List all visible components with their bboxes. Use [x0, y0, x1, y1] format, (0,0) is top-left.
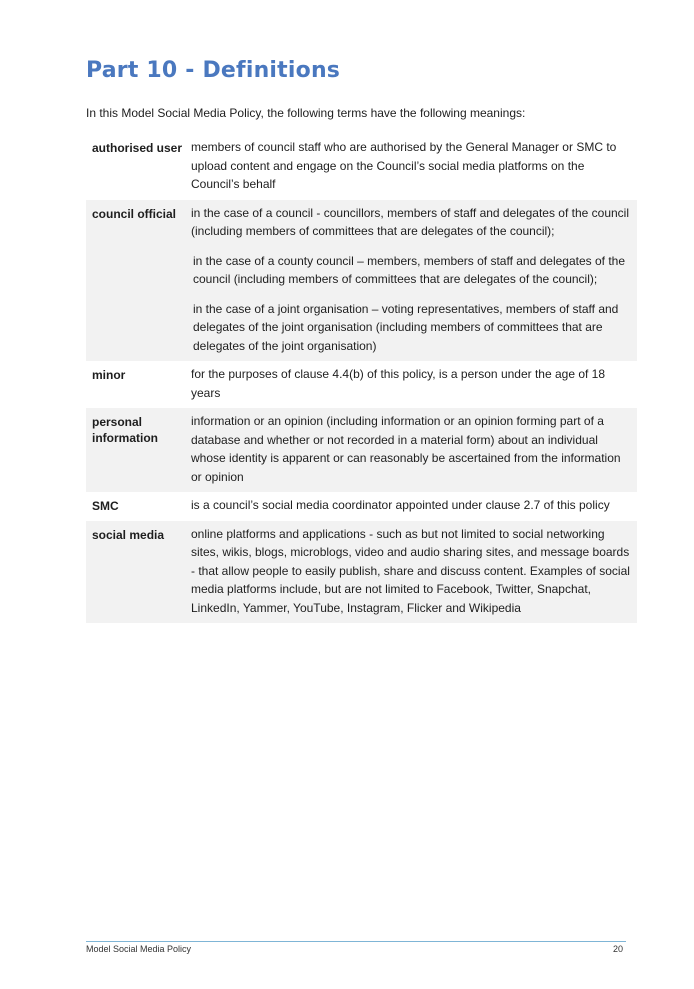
- definition-paragraph: in the case of a joint organisation – voting representatives, members of staff and delegates of the joint organisation (including members of committees that are delegates of the joint organisation): [193, 301, 619, 353]
- definition-term: social media: [86, 521, 186, 624]
- definition-row: [86, 200, 637, 362]
- definition-paragraph: online platforms and applications - such as but not limited to social networking sites, wikis, blogs, microblogs, video and audio sharing sites, and message boards - that allow people to easily publish, share and discuss content. Examples of social media platforms include, but are not limited to Facebook, Twitter, Snapchat, LinkedIn, Yammer, YouTube, Instagram, Flicker and Wikipedia: [191, 526, 630, 615]
- intro-text: In this Model Social Media Policy, the following terms have the following meanings:: [86, 106, 526, 120]
- definition-paragraph: information or an opinion (including information or an opinion forming part of a database and whether or not recorded in a material form) about an individual whose identity is apparent or can reasonably be ascertained from the information or opinion: [191, 414, 621, 484]
- definition-meaning: [186, 492, 637, 521]
- definition-row: [86, 521, 637, 624]
- definition-paragraph: in the case of a council - councillors, members of staff and delegates of the council (including members of committees that are delegates of the council);: [191, 205, 630, 238]
- definition-term: personal information: [86, 408, 186, 492]
- definition-term: council official: [86, 200, 186, 362]
- definition-paragraph: members of council staff who are authorised by the General Manager or SMC to upload content and engage on the Council’s social media platforms on the Council’s behalf: [191, 140, 617, 191]
- page-title: Part 10 - Definitions: [86, 58, 341, 83]
- definition-paragraph: is a council’s social media coordinator appointed under clause 2.7 of this policy: [191, 498, 610, 512]
- definition-term: minor: [92, 368, 126, 382]
- definition-meaning: [186, 200, 637, 362]
- definition-meaning: [186, 361, 637, 408]
- definition-row: [86, 361, 637, 408]
- definition-meaning: [186, 408, 637, 492]
- definition-row: [86, 408, 637, 492]
- definitions-table: [86, 134, 637, 623]
- definition-term: SMC: [92, 499, 119, 513]
- definition-row: [86, 492, 637, 521]
- definition-meaning: [186, 134, 637, 200]
- footer-document-name: Model Social Media Policy: [86, 944, 192, 954]
- definition-meaning: [186, 521, 637, 624]
- footer-divider: [86, 941, 626, 942]
- definition-row: [86, 134, 637, 200]
- definition-term: authorised user: [92, 141, 183, 155]
- footer-page-number: 20: [612, 944, 623, 954]
- definition-paragraph: in the case of a county council – members, members of staff and delegates of the council (including members of committees that are delegates of the council);: [193, 253, 626, 286]
- definition-paragraph: for the purposes of clause 4.4(b) of this policy, is a person under the age of 18 years: [191, 367, 606, 400]
